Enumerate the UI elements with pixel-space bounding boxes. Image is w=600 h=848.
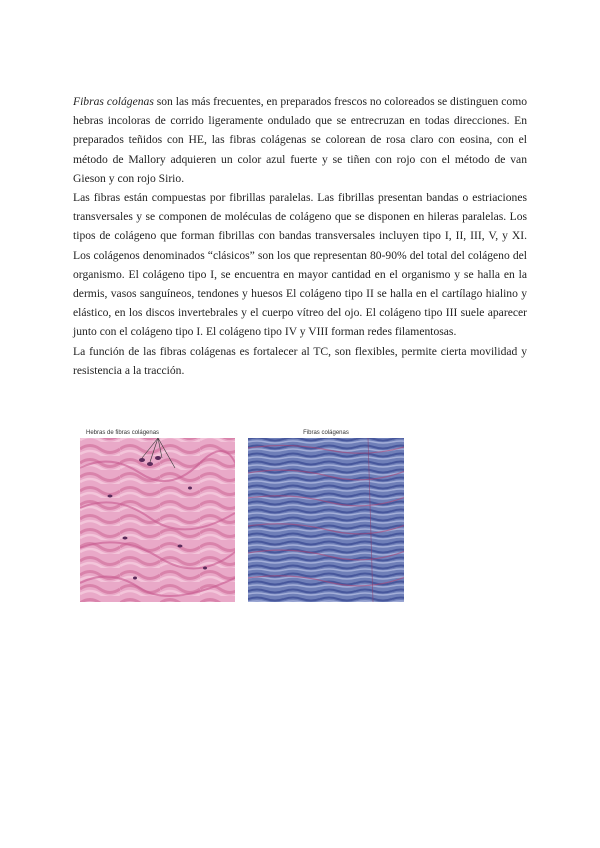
mallory-micrograph-label: Fibras colágenas bbox=[303, 430, 349, 436]
body-text bbox=[73, 92, 527, 380]
term-fibras-colagenas: Fibras colágenas bbox=[73, 95, 154, 108]
paragraph-2: Las fibras están compuestas por fibrillas paralelas. Las fibrillas presentan bandas o estriaciones transversales y se componen de moléculas de colágeno que se disponen en hileras paralelas. Los tipos de colágeno que forman fibrillas con bandas transversales incluyen tipo I, II, III, V, y XI. Los colágenos denominados “clásicos” son los que representan 80-90% del total del colágeno del organismo. El colágeno tipo I, se encuentra en mayor cantidad en el organismo y se halla en la dermis, vasos sanguíneos, tendones y huesos El colágeno tipo II se halla en el cartílago hialino y elástico, en los discos invertebrales y el cuerpo vítreo del ojo. El colágeno tipo III suele aparecer junto con el colágeno tipo I. El colágeno tipo IV y VIII forman redes filamentosas. bbox=[73, 191, 527, 339]
he-micrograph-label: Hebras de fibras colágenas bbox=[86, 430, 160, 436]
mallory-micrograph-image bbox=[248, 428, 404, 602]
he-micrograph-image bbox=[80, 428, 235, 602]
figures-row bbox=[80, 428, 520, 604]
paragraph-1 bbox=[73, 92, 527, 188]
he-micrograph bbox=[80, 428, 235, 602]
mallory-micrograph bbox=[248, 428, 404, 602]
paragraph-3: La función de las fibras colágenas es fortalecer al TC, son flexibles, permite cierta movilidad y resistencia a la tracción. bbox=[73, 344, 527, 377]
paragraph-1-text: son las más frecuentes, en preparados frescos no coloreados se distinguen como hebras incoloras de corrido ligeramente ondulado que se entrecruzan en todas direcciones. En preparados teñidos con HE, las fibras colágenas se colorean de rosa claro con eosina, con el método de Mallory adquieren un color azul fuerte y se tiñen con rojo con el método de van Gieson y con rojo Sirio. bbox=[73, 95, 528, 185]
